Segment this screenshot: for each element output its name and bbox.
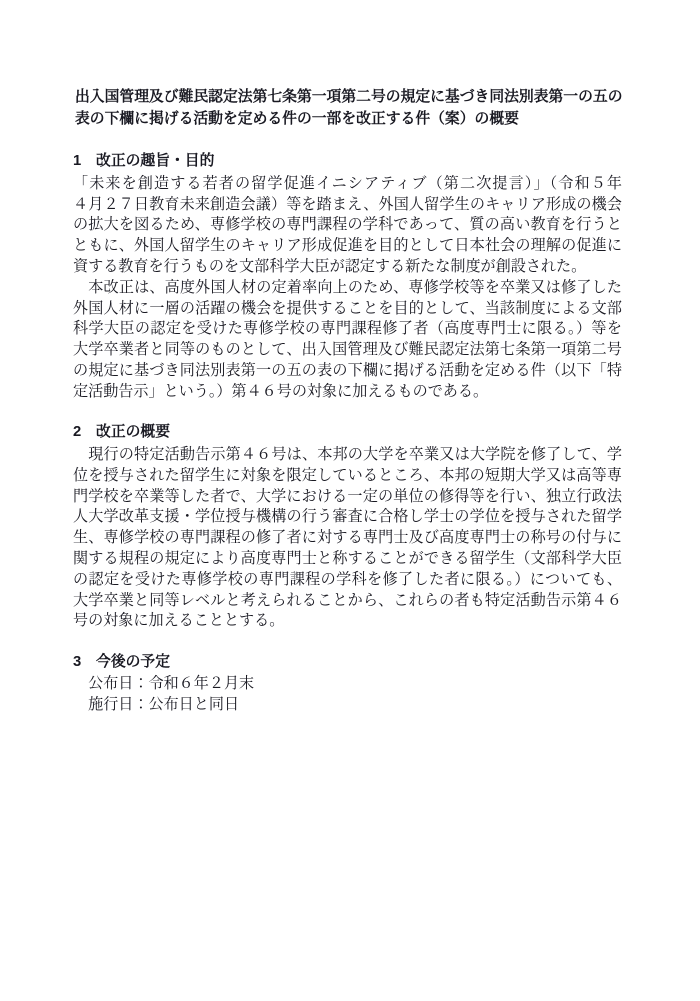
document-title [73, 87, 622, 131]
text-line: 門学校を卒業等した者で、大学における一定の単位の修得等を行い、独立行政法 [73, 486, 622, 505]
document-content [73, 87, 622, 715]
text-line: ４月２７日教育未来創造会議）等を踏まえ、外国人留学生のキャリア形成の機会 [73, 194, 622, 213]
text-line: 位を授与された留学生に対象を限定しているところ、本邦の短期大学又は高等専 [73, 465, 622, 484]
section-1-paragraph-2 [73, 277, 622, 402]
text-line: 本改正は、高度外国人材の定着率向上のため、専修学校等を卒業又は修了した [73, 277, 622, 296]
section-1-paragraph-1 [73, 173, 622, 277]
text-line: ともに、外国人留学生のキャリア形成促進を目的として日本社会の理解の促進に [73, 236, 622, 255]
section-overview [73, 422, 622, 631]
text-line: 人大学改革支援・学位授与機構の行う審査に合格し学士の学位を授与された留学 [73, 507, 622, 526]
text-line: 生、専修学校の専門課程の修了者に対する専門士及び高度専門士の称号の付与に [73, 528, 622, 547]
text-line: の規定に基づき同法別表第一の五の表の下欄に掲げる活動を定める件（以下「特 [73, 361, 622, 380]
text-line: 現行の特定活動告示第４６号は、本邦の大学を卒業又は大学院を修了して、学 [73, 444, 622, 463]
text-line: 出入国管理及び難民認定法第七条第一項第二号の規定に基づき同法別表第一の五の [75, 89, 623, 105]
text-line: 「未来を創造する若者の留学促進イニシアティブ（第二次提言）」（令和５年 [73, 173, 622, 192]
section-schedule [73, 652, 622, 715]
section-3-enforcement-date-line [73, 694, 622, 715]
text-line: 公布日：令和６年２月末 [73, 674, 255, 693]
section-1-heading: 1 改正の趣旨・目的 [73, 153, 215, 170]
text-line: 科学大臣の認定を受けた専修学校の専門課程修了者（高度専門士に限る。）等を [73, 319, 622, 338]
text-line: 表の下欄に掲げる活動を定める件の一部を改正する件（案）の概要 [75, 110, 519, 127]
text-line: の拡大を図るため、専修学校の専門課程の学科であって、質の高い教育を行うと [73, 215, 622, 234]
text-line: 施行日：公布日と同日 [73, 695, 240, 714]
section-2-paragraph-1 [73, 444, 622, 631]
text-line: 大学卒業と同等レベルと考えられることから、これらの者も特定活動告示第４６ [73, 590, 622, 609]
section-purpose [73, 151, 622, 401]
text-line: 資する教育を行うものを文部科学大臣が認定する新たな制度が創設された。 [73, 257, 587, 276]
section-2-heading: 2 改正の概要 [73, 424, 171, 441]
text-line: 定活動告示」という。）第４６号の対象に加えるものである。 [73, 381, 489, 400]
text-line: 関する規程の規定により高度専門士と称することができる留学生（文部科学大臣 [73, 548, 622, 567]
text-line: 大学卒業者と同等のものとして、出入国管理及び難民認定法第七条第一項第二号 [73, 340, 622, 359]
text-line: 号の対象に加えることとする。 [73, 611, 285, 630]
text-line: 外国人材に一層の活躍の機会を提供することを目的として、当該制度による文部 [73, 298, 622, 317]
section-3-heading: 3 今後の予定 [73, 653, 171, 670]
section-3-promulgation-date-line [73, 673, 622, 694]
text-line: の認定を受けた専修学校の専門課程の学科を修了した者に限る。）についても、 [73, 569, 622, 588]
